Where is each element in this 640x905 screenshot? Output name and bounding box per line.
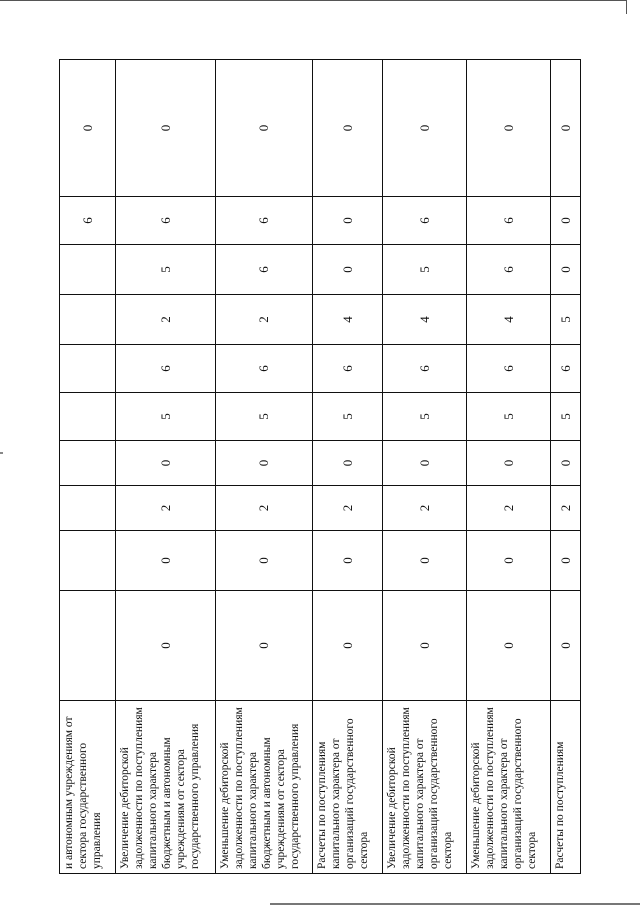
- cell: 6: [467, 345, 551, 393]
- cell: [60, 531, 116, 591]
- cell: 5: [551, 393, 581, 441]
- cell: 0: [551, 197, 581, 245]
- cell: 5: [216, 393, 313, 441]
- cell: 6: [60, 197, 116, 245]
- cell: 0: [313, 531, 383, 591]
- cell: 6: [116, 197, 216, 245]
- cell: 6: [383, 197, 467, 245]
- row-label: и автономным учреждениям от сектора государственного управления: [60, 701, 116, 874]
- cell: 5: [313, 393, 383, 441]
- rotated-table-wrapper: [59, 60, 580, 874]
- row-label: Уменьшение дебиторской задолженности по поступлениям капитального характера от организаций государственного сектора: [467, 701, 551, 874]
- cell: 6: [216, 245, 313, 295]
- row-label: Расчеты по поступлениям капитального характера от организаций государственного сектора: [313, 701, 383, 874]
- cell: [60, 245, 116, 295]
- cell: 0: [383, 531, 467, 591]
- cell: 0: [467, 441, 551, 486]
- cell: 6: [116, 345, 216, 393]
- cell: 2: [467, 486, 551, 531]
- cell: 0: [60, 60, 116, 197]
- row-label: Расчеты по поступлениям: [551, 701, 581, 874]
- cell: 2: [383, 486, 467, 531]
- cell: 0: [551, 441, 581, 486]
- cell: 2: [116, 486, 216, 531]
- table-row: [216, 60, 313, 874]
- table-row: [467, 60, 551, 874]
- cell: 5: [383, 245, 467, 295]
- cell: 6: [467, 197, 551, 245]
- cell: 0: [313, 60, 383, 197]
- cell: 0: [383, 591, 467, 701]
- cell: 6: [551, 345, 581, 393]
- cell: 4: [313, 295, 383, 345]
- cell: 0: [313, 441, 383, 486]
- cell: 2: [216, 295, 313, 345]
- cell: 2: [313, 486, 383, 531]
- cell: 0: [216, 591, 313, 701]
- cell: 0: [467, 591, 551, 701]
- cell: 0: [313, 591, 383, 701]
- cell: 6: [467, 245, 551, 295]
- cell: 0: [116, 60, 216, 197]
- cell: 0: [467, 531, 551, 591]
- table-row: [383, 60, 467, 874]
- cell: 0: [216, 531, 313, 591]
- table-row: [116, 60, 216, 874]
- cell: 0: [313, 245, 383, 295]
- cell: [60, 486, 116, 531]
- cell: 4: [467, 295, 551, 345]
- cell: 6: [313, 345, 383, 393]
- cell: 6: [216, 345, 313, 393]
- cell: 0: [116, 441, 216, 486]
- cell: 5: [383, 393, 467, 441]
- row-label: Увеличение дебиторской задолженности по поступлениям капитального характера бюджетным и автономным учреждениям от сектора государственного управления: [116, 701, 216, 874]
- table-row: [551, 60, 581, 874]
- cell: 0: [383, 60, 467, 197]
- cell: 0: [551, 60, 581, 197]
- cell: [60, 393, 116, 441]
- cell: 0: [216, 60, 313, 197]
- table-row: [313, 60, 383, 874]
- cell: 0: [216, 441, 313, 486]
- page-top-border: [0, 0, 626, 1]
- cell: [60, 295, 116, 345]
- account-codes-table: [59, 59, 581, 874]
- binding-hole-mark: [0, 452, 3, 454]
- cell: 0: [313, 197, 383, 245]
- cell: 5: [467, 393, 551, 441]
- cell: 6: [216, 197, 313, 245]
- cell: 0: [383, 441, 467, 486]
- cell: 0: [116, 531, 216, 591]
- page-corner-mark: [626, 0, 627, 14]
- table-body: [60, 60, 581, 874]
- cell: [60, 591, 116, 701]
- cell: [60, 441, 116, 486]
- row-label: Уменьшение дебиторской задолженности по поступлениям капитального характера бюджетным и автономным учреждениям от сектора государственного управления: [216, 701, 313, 874]
- cell: 2: [116, 295, 216, 345]
- cell: 5: [116, 245, 216, 295]
- cell: 0: [551, 531, 581, 591]
- cell: 2: [551, 486, 581, 531]
- cell: 4: [383, 295, 467, 345]
- cell: 0: [551, 591, 581, 701]
- cell: 6: [383, 345, 467, 393]
- cell: 0: [551, 245, 581, 295]
- cell: 2: [216, 486, 313, 531]
- cell: 0: [467, 60, 551, 197]
- cell: 5: [551, 295, 581, 345]
- row-label: Увеличение дебиторской задолженности по поступлениям капитального характера от организаций государственного сектора: [383, 701, 467, 874]
- cell: [60, 345, 116, 393]
- cell: 5: [116, 393, 216, 441]
- cell: 0: [116, 591, 216, 701]
- table-row: [60, 60, 116, 874]
